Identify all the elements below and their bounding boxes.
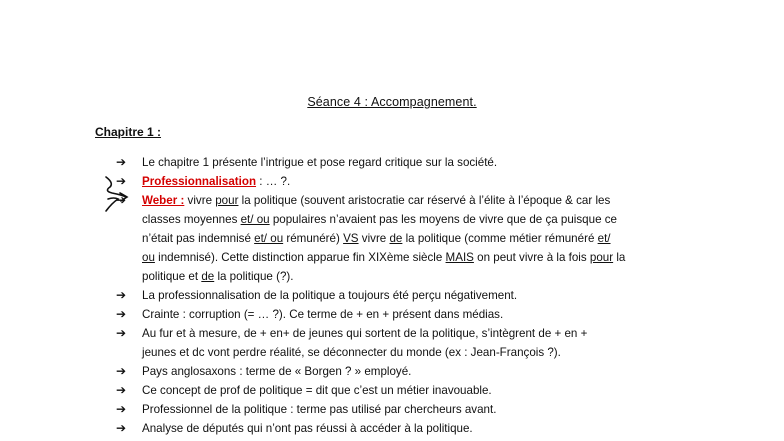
list-item: [116, 400, 696, 419]
text-run: la politique (?).: [214, 270, 294, 283]
list-item: [116, 191, 696, 286]
text-run: politique et: [142, 270, 202, 283]
text-run: classes moyennes: [142, 213, 241, 226]
underlined-word: pour: [589, 251, 614, 264]
arrow-bullet-icon: ➔: [116, 288, 127, 302]
text-run: rémunéré): [283, 232, 344, 245]
underlined-word: MAIS: [445, 251, 474, 264]
list-item: [116, 153, 696, 172]
arrow-bullet-icon: ➔: [116, 193, 127, 207]
item-text: Professionnel de la politique : terme pas utilisé par chercheurs avant.: [142, 403, 497, 416]
item-line: [142, 267, 696, 286]
arrow-bullet-icon: ➔: [116, 326, 127, 340]
item-text: Ce concept de prof de politique = dit que c’est un métier inavouable.: [142, 384, 492, 397]
item-line: [142, 210, 696, 229]
arrow-bullet-icon: ➔: [116, 307, 127, 321]
item-line: [142, 248, 696, 267]
list-item: [116, 362, 696, 381]
list-item: [116, 419, 696, 438]
item-text: La professionnalisation de la politique a toujours été perçu négativement.: [142, 289, 518, 302]
arrow-bullet-icon: ➔: [116, 364, 127, 378]
text-run: n’était pas indemnisé: [142, 232, 255, 245]
text-run: indemnisé). Cette distinction apparue fin XIXème siècle: [154, 251, 446, 264]
text-run: populaires n’avaient pas les moyens de vivre que de ça puisque ce: [269, 213, 617, 226]
list-item: [116, 305, 696, 324]
arrow-bullet-icon: ➔: [116, 155, 127, 169]
underlined-word: de: [389, 232, 403, 245]
item-text: Crainte : corruption (= … ?). Ce terme de + en + présent dans médias.: [142, 308, 504, 321]
page-title: Séance 4 : Accompagnement.: [307, 95, 477, 109]
item-line: Au fur et à mesure, de + en+ de jeunes qui sortent de la politique, s’intègrent de + en +: [142, 327, 588, 340]
underlined-word: et/ ou: [240, 213, 270, 226]
list-item: [116, 324, 696, 362]
text-run: la: [613, 251, 626, 264]
text-run: vivre: [184, 194, 216, 207]
underlined-word: et/: [597, 232, 611, 245]
underlined-word: VS: [343, 232, 359, 245]
arrow-bullet-icon: ➔: [116, 402, 127, 416]
chapter-heading: Chapitre 1 :: [95, 125, 162, 139]
underlined-word: pour: [215, 194, 239, 207]
text-run: on peut vivre à la fois: [473, 251, 590, 264]
arrow-bullet-icon: ➔: [116, 174, 127, 188]
highlighted-term: Weber :: [142, 194, 185, 207]
list-item: [116, 286, 696, 305]
item-line: jeunes et dc vont perdre réalité, se déconnecter du monde (ex : Jean-François ?).: [142, 346, 561, 359]
text-run: la politique (comme métier rémunéré: [402, 232, 598, 245]
list-item: [116, 381, 696, 400]
arrow-bullet-icon: ➔: [116, 421, 127, 435]
text-run: vivre: [358, 232, 390, 245]
highlighted-term: Professionnalisation: [142, 175, 257, 188]
underlined-word: et/ ou: [254, 232, 284, 245]
underlined-word: de: [201, 270, 215, 283]
item-text: Pays anglosaxons : terme de « Borgen ? » employé.: [142, 365, 412, 378]
text-run: la politique (souvent aristocratie car réservé à l’élite à l’époque & car les: [238, 194, 611, 207]
bullet-list: [116, 153, 696, 438]
item-text: : … ?.: [256, 175, 291, 188]
item-text: Analyse de députés qui n’ont pas réussi à accéder à la politique.: [142, 422, 473, 435]
arrow-bullet-icon: ➔: [116, 383, 127, 397]
item-line: [142, 191, 696, 210]
item-text: Le chapitre 1 présente l’intrigue et pose regard critique sur la société.: [142, 156, 498, 169]
item-line: [142, 229, 696, 248]
list-item: [116, 172, 696, 191]
underlined-word: ou: [142, 251, 155, 264]
